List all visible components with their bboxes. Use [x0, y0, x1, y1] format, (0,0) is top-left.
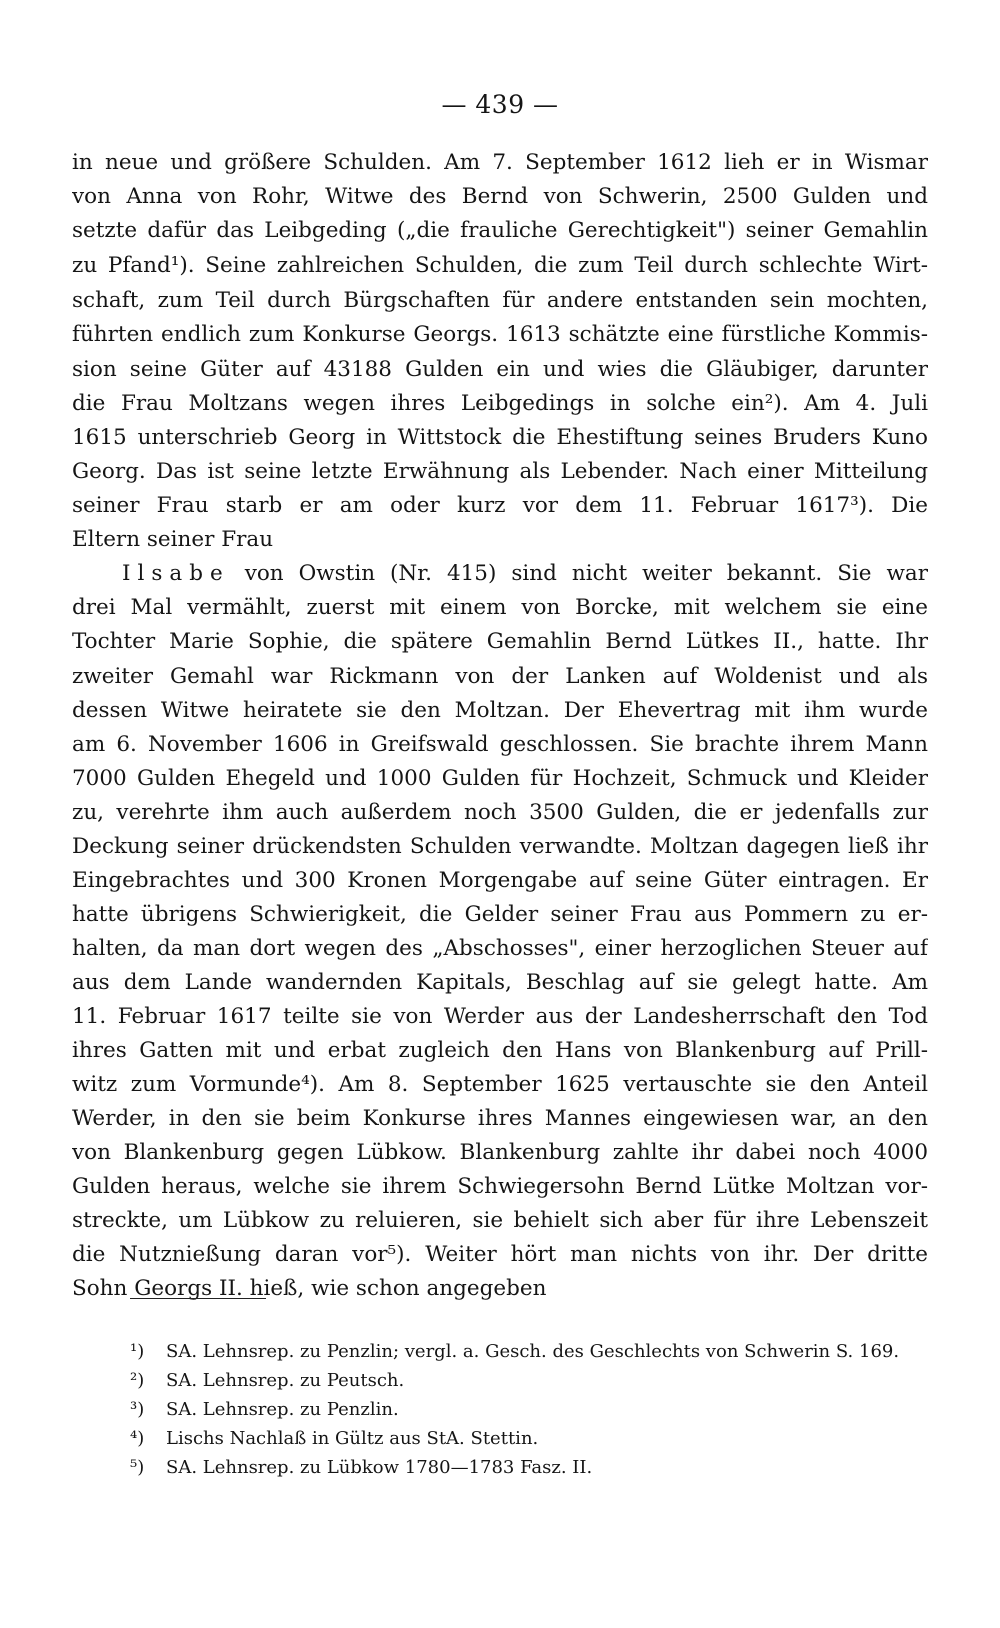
- footnote-mark: ³): [130, 1399, 145, 1420]
- text-line: ihres Gatten mit und erbat zugleich den Hans von Blankenburg auf Prill-: [72, 1038, 928, 1063]
- footnote: [130, 1454, 592, 1482]
- text-line: seiner Frau starb er am oder kurz vor dem 11. Februar 1617³). Die: [72, 493, 928, 518]
- text-line: drei Mal vermählt, zuerst mit einem von Borcke, mit welchem sie eine: [72, 595, 928, 620]
- text-line: streckte, um Lübkow zu reluieren, sie behielt sich aber für ihre Lebenszeit: [72, 1208, 928, 1233]
- text-line: zu, verehrte ihm auch außerdem noch 3500 Gulden, die er jedenfalls zur: [72, 800, 928, 825]
- text-line: die Nutznießung daran vor⁵). Weiter hört man nichts von ihr. Der dritte: [72, 1242, 928, 1267]
- footnote-text: SA. Lehnsrep. zu Penzlin; vergl. a. Gesch. des Geschlechts von Schwerin S. 169.: [166, 1341, 900, 1362]
- person-name: Ilsabe: [122, 561, 230, 586]
- text-line: sion seine Güter auf 43188 Gulden ein und wies die Gläubiger, darunter: [72, 357, 928, 382]
- text-line: schaft, zum Teil durch Bürgschaften für andere entstanden sein mochten,: [72, 288, 928, 313]
- text-line: Werder, in den sie beim Konkurse ihres Mannes eingewiesen war, an den: [72, 1106, 928, 1131]
- page-number: — 439 —: [441, 90, 559, 119]
- footnote-mark: ⁵): [130, 1457, 145, 1478]
- footnote-text: SA. Lehnsrep. zu Penzlin.: [166, 1399, 399, 1420]
- text-line-indented: [122, 557, 928, 591]
- text-line: 7000 Gulden Ehegeld und 1000 Gulden für Hochzeit, Schmuck und Kleider: [72, 766, 928, 791]
- text-line: Eingebrachtes und 300 Kronen Morgengabe auf seine Güter eintragen. Er: [72, 868, 928, 893]
- footnote-mark: ¹): [130, 1341, 145, 1362]
- text-line: 1615 unterschrieb Georg in Wittstock die Ehestiftung seines Bruders Kuno: [72, 425, 928, 450]
- text-line: Georg. Das ist seine letzte Erwähnung als Lebender. Nach einer Mitteilung: [72, 459, 928, 484]
- footnote-text: SA. Lehnsrep. zu Lübkow 1780—1783 Fasz. II.: [166, 1457, 593, 1478]
- footnote: [130, 1425, 538, 1453]
- text-line: Eltern seiner Frau: [72, 527, 274, 552]
- text-line: hatte übrigens Schwierigkeit, die Gelder seiner Frau aus Pommern zu er-: [72, 902, 928, 927]
- text-line: Tochter Marie Sophie, die spätere Gemahlin Bernd Lütkes II., hatte. Ihr: [72, 629, 928, 654]
- text-line: 11. Februar 1617 teilte sie von Werder aus der Landesherrschaft den Tod: [72, 1004, 928, 1029]
- text-line: zweiter Gemahl war Rickmann von der Lanken auf Woldenist und als: [72, 664, 928, 689]
- footnote: [130, 1338, 899, 1366]
- footnote-divider: [130, 1298, 266, 1299]
- text-line: halten, da man dort wegen des „Abschosses", einer herzoglichen Steuer auf: [72, 936, 928, 961]
- footnote-text: Lischs Nachlaß in Gültz aus StA. Stettin.: [166, 1428, 539, 1449]
- book-page: [72, 0, 928, 1628]
- footnote: [130, 1396, 399, 1424]
- text-line: aus dem Lande wandernden Kapitals, Beschlag auf sie gelegt hatte. Am: [72, 970, 928, 995]
- text-line: setzte dafür das Leibgeding („die frauliche Gerechtigkeit") seiner Gemahlin: [72, 218, 928, 243]
- footnote-text: SA. Lehnsrep. zu Peutsch.: [166, 1370, 405, 1391]
- text-line: zu Pfand¹). Seine zahlreichen Schulden, die zum Teil durch schlechte Wirt-: [72, 253, 928, 278]
- text-line: Gulden heraus, welche sie ihrem Schwiegersohn Bernd Lütke Moltzan vor-: [72, 1174, 928, 1199]
- footnote: [130, 1367, 404, 1395]
- footnote-mark: ²): [130, 1370, 145, 1391]
- text-line: die Frau Moltzans wegen ihres Leibgedings in solche ein²). Am 4. Juli: [72, 391, 928, 416]
- text-line: von Anna von Rohr, Witwe des Bernd von Schwerin, 2500 Gulden und: [72, 184, 928, 209]
- text-line: Deckung seiner drückendsten Schulden verwandte. Moltzan dagegen ließ ihr: [72, 834, 928, 859]
- text-line: von Blankenburg gegen Lübkow. Blankenburg zahlte ihr dabei noch 4000: [72, 1140, 928, 1165]
- text-line: witz zum Vormunde⁴). Am 8. September 1625 vertauschte sie den Anteil: [72, 1072, 928, 1097]
- text-segment: von Owstin (Nr. 415) sind nicht weiter bekannt. Sie war: [229, 561, 928, 586]
- text-line: dessen Witwe heiratete sie den Moltzan. Der Ehevertrag mit ihm wurde: [72, 698, 928, 723]
- text-line: am 6. November 1606 in Greifswald geschlossen. Sie brachte ihrem Mann: [72, 732, 928, 757]
- text-line: führten endlich zum Konkurse Georgs. 1613 schätzte eine fürstliche Kommis-: [72, 322, 928, 347]
- text-line: in neue und größere Schulden. Am 7. September 1612 lieh er in Wismar: [72, 150, 928, 175]
- text-line: Sohn Georgs II. hieß, wie schon angegeben: [72, 1276, 547, 1301]
- footnote-mark: ⁴): [130, 1428, 145, 1449]
